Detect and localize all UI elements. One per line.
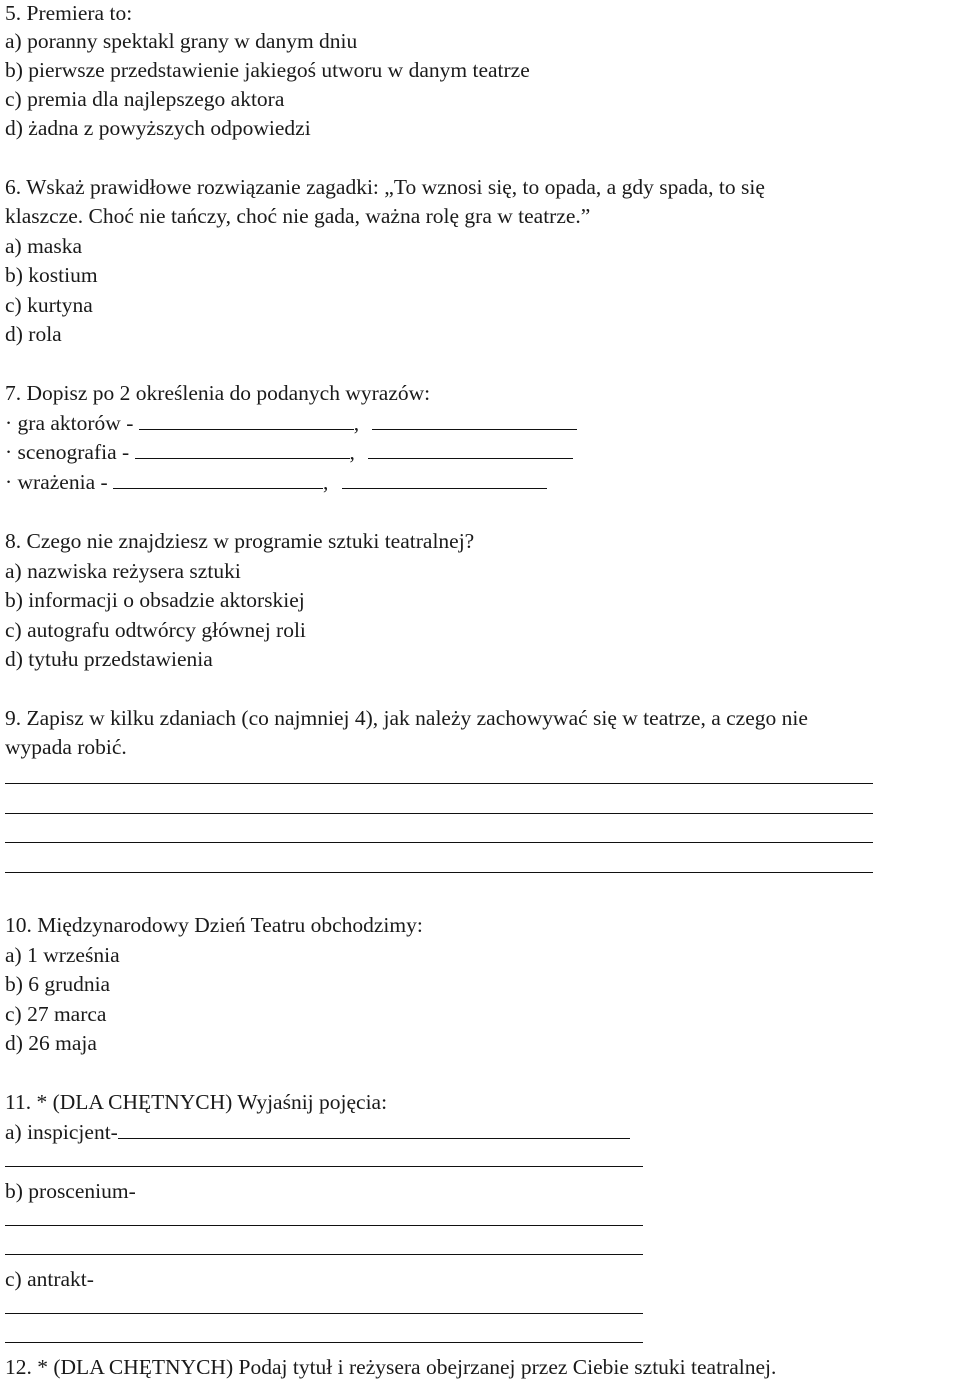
answer-line[interactable] (5, 1313, 643, 1314)
q7-title: 7. Dopisz po 2 określenia do podanych wyrazów: (5, 381, 431, 405)
q6-title-line2: klaszcze. Choć nie tańczy, choć nie gada, ważna rolę gra w teatrze.” (5, 204, 591, 228)
q8-title: 8. Czego nie znajdziesz w programie sztuki teatralnej? (5, 529, 475, 553)
separator: , (353, 411, 360, 435)
q7-item-label: · gra aktorów - (5, 411, 134, 435)
answer-line[interactable] (5, 783, 873, 784)
q7-item-label: · scenografia - (5, 440, 130, 464)
answer-line[interactable] (5, 1166, 643, 1167)
q8-option-b: b) informacji o obsadzie aktorskiej (5, 588, 305, 612)
q5-option-b: b) pierwsze przedstawienie jakiegoś utworu w danym teatrze (5, 58, 530, 82)
q6-title-line1: 6. Wskaż prawidłowe rozwiązanie zagadki: „To wznosi się, to opada, a gdy spada, to się (5, 175, 765, 199)
q7-item-wrazenia (5, 469, 547, 495)
answer-line[interactable] (5, 872, 873, 873)
q10-title: 10. Międzynarodowy Dzień Teatru obchodzimy: (5, 913, 423, 937)
q11-term-antrakt (5, 1266, 94, 1292)
answer-line[interactable] (5, 1254, 643, 1255)
answer-line[interactable] (5, 1225, 643, 1226)
q11-term-inspicjent (5, 1119, 630, 1145)
q6-option-c: c) kurtyna (5, 293, 93, 317)
q6-option-b: b) kostium (5, 263, 98, 287)
q6-option-a: a) maska (5, 234, 83, 258)
answer-blank[interactable] (118, 1120, 630, 1139)
answer-blank[interactable] (135, 440, 350, 459)
answer-blank[interactable] (113, 470, 323, 489)
answer-line[interactable] (5, 842, 873, 843)
q8-option-c: c) autografu odtwórcy głównej roli (5, 618, 306, 642)
q7-item-scenografia (5, 439, 573, 465)
q10-option-c: c) 27 marca (5, 1002, 107, 1026)
q11-term-label: c) antrakt- (5, 1267, 94, 1291)
answer-blank[interactable] (372, 411, 577, 430)
q10-option-d: d) 26 maja (5, 1031, 97, 1055)
q9-title-line1: 9. Zapisz w kilku zdaniach (co najmniej 4), jak należy zachowywać się w teatrze, a czego nie (5, 706, 808, 730)
q9-title-line2: wypada robić. (5, 735, 127, 759)
q5-option-a: a) poranny spektakl grany w danym dniu (5, 29, 358, 53)
q11-term-label: b) proscenium- (5, 1179, 136, 1203)
q5-option-c: c) premia dla najlepszego aktora (5, 87, 285, 111)
answer-line[interactable] (5, 813, 873, 814)
answer-blank[interactable] (368, 440, 573, 459)
q5-title: 5. Premiera to: (5, 1, 133, 25)
q11-title: 11. * (DLA CHĘTNYCH) Wyjaśnij pojęcia: (5, 1090, 388, 1114)
q5-option-d: d) żadna z powyższych odpowiedzi (5, 116, 311, 140)
q8-option-d: d) tytułu przedstawienia (5, 647, 213, 671)
answer-blank[interactable] (342, 470, 547, 489)
q12-title: 12. * (DLA CHĘTNYCH) Podaj tytuł i reżysera obejrzanej przez Ciebie sztuki teatralnej. (5, 1355, 777, 1379)
q10-option-b: b) 6 grudnia (5, 972, 111, 996)
answer-blank[interactable] (139, 411, 354, 430)
q6-option-d: d) rola (5, 322, 62, 346)
separator: , (349, 440, 355, 464)
q11-term-label: a) inspicjent- (5, 1120, 118, 1144)
q7-item-gra (5, 410, 577, 436)
q8-option-a: a) nazwiska reżysera sztuki (5, 559, 241, 583)
q7-item-label: · wrażenia - (5, 470, 108, 494)
q10-option-a: a) 1 września (5, 943, 120, 967)
separator: , (323, 470, 329, 494)
answer-line[interactable] (5, 1342, 643, 1343)
q11-term-proscenium (5, 1178, 136, 1204)
